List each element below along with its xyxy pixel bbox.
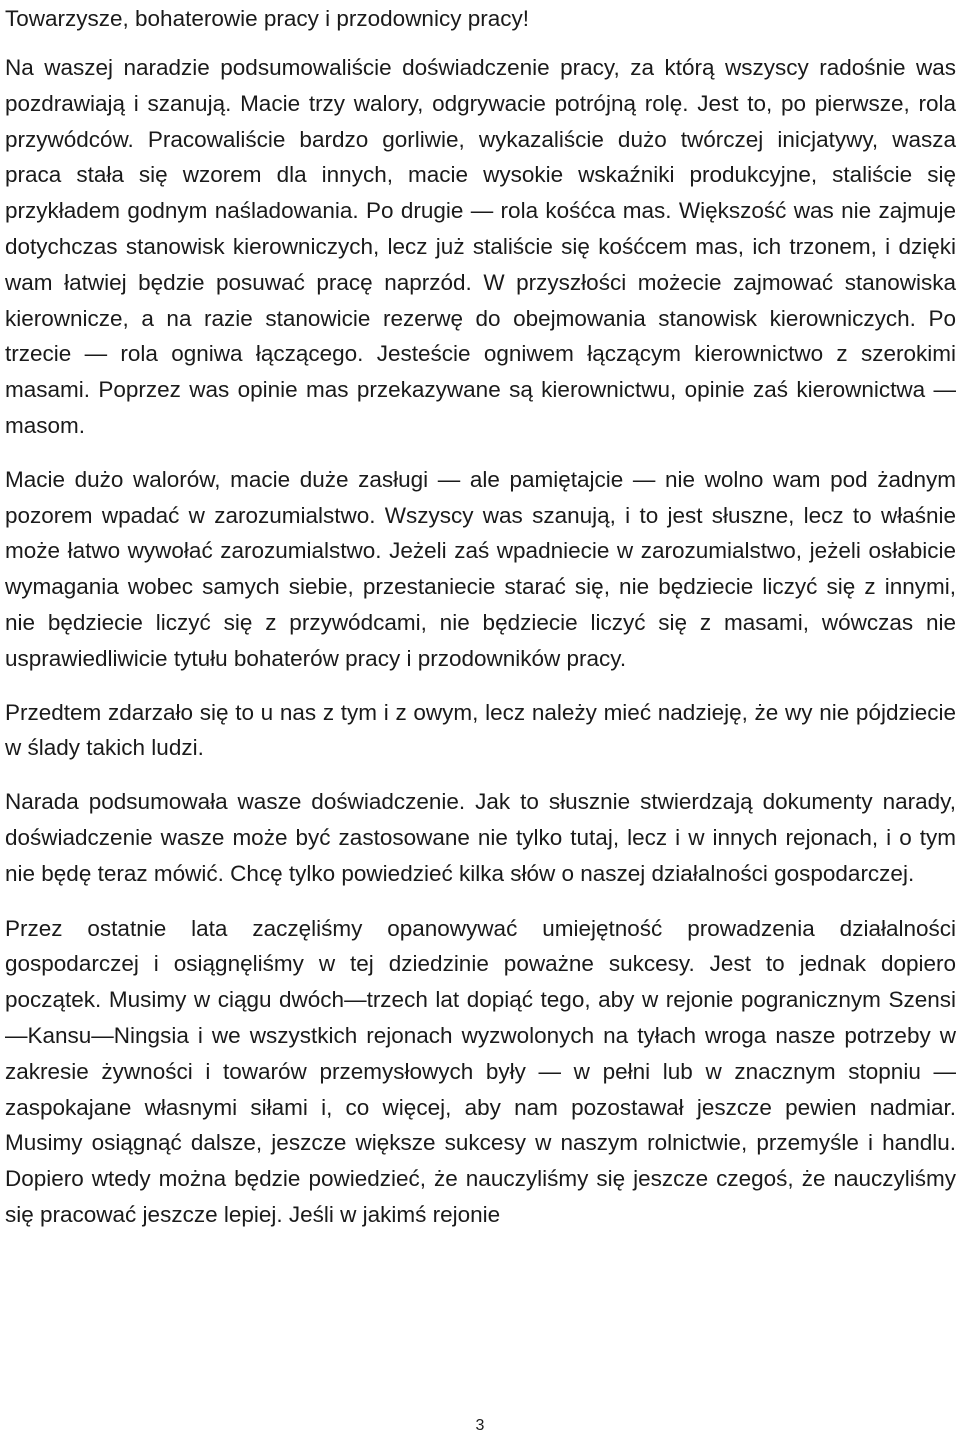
greeting-line: Towarzysze, bohaterowie pracy i przodownicy pracy! [5,6,529,31]
paragraph-past-examples: Przedtem zdarzało się to u nas z tym i z owym, lecz należy mieć nadzieję, że wy nie pójdziecie w ślady takich ludzi. [5,699,956,761]
paragraph-arrogance-warning: Macie dużo walorów, macie duże zasługi — ale pamiętajcie — nie wolno wam pod żadnym pozorem wpadać w zarozumialstwo. Wszyscy was szanują, i to jest słuszne, lecz to właśnie może łatwo wywołać zarozumialstwo. Jeżeli zaś wpadniecie w zarozumialstwo, jeżeli osłabicie wymagania wobec samych siebie, przestaniecie starać się, nie będziecie liczyć się z innymi, nie będziecie liczyć się z przywódcami, nie będziecie liczyć się z masami, wówczas nie usprawiedliwicie tytułu bohaterów pracy i przodowników pracy. [5,466,956,671]
document-page [5,0,956,1440]
page-number: 3 [475,1417,485,1434]
paragraph-roles: Na waszej naradzie podsumowaliście doświadczenie pracy, za którą wszyscy radośnie was pozdrawiają i szanują. Macie trzy walory, odgrywacie potrójną rolę. Jest to, po pierwsze, rola przywódców. Pracowaliście bardzo gorliwie, wykazaliście dużo twórczej inicjatywy, wasza praca stała się wzorem dla innych, macie wysokie wskaźniki produkcyjne, staliście się przykładem godnym naśladowania. Po drugie — rola kośćca mas. Większość was nie zajmuje dotychczas stanowisk kierowniczych, lecz już staliście się kośćcem mas, ich trzonem, i dzięki wam łatwiej będzie posuwać pracę naprzód. W przyszłości możecie zajmować stanowiska kierownicze, a na razie stanowicie rezerwę do obejmowania stanowisk kierowniczych. Po trzecie — rola ogniwa łączącego. Jesteście ogniwem łączącym kierownictwo z szerokimi masami. Poprzez was opinie mas przekazywane są kierownictwu, opinie zaś kierownictwa — masom. [5,55,956,438]
paragraph-economic-activity: Przez ostatnie lata zaczęliśmy opanowywać umiejętność prowadzenia działalności gospodarczej i osiągnęliśmy w tej dziedzinie poważne sukcesy. Jest to jednak dopiero początek. Musimy w ciągu dwóch—trzech lat dopiąć tego, aby w rejonie pogranicznym Szensi—Kansu—Ningsia i we wszystkich rejonach wyzwolonych na tyłach wroga nasze potrzeby w zakresie żywności i towarów przemysłowych były — w pełni lub w znacznym stopniu — zaspokajane własnymi siłami i, co więcej, aby nam pozostawał jeszcze pewien nadmiar. Musimy osiągnąć dalsze, jeszcze większe sukcesy w naszym rolnictwie, przemyśle i handlu. Dopiero wtedy można będzie powiedzieć, że nauczyliśmy się jeszcze czegoś, że nauczyliśmy się pracować jeszcze lepiej. Jeśli w jakimś rejonie [5,915,956,1227]
paragraph-conference-summary: Narada podsumowała wasze doświadczenie. Jak to słusznie stwierdzają dokumenty narady, doświadczenie wasze może być zastosowane nie tylko tutaj, lecz i w innych rejonach, i o tym nie będę teraz mówić. Chcę tylko powiedzieć kilka słów o naszej działalności gospodarczej. [5,789,956,886]
